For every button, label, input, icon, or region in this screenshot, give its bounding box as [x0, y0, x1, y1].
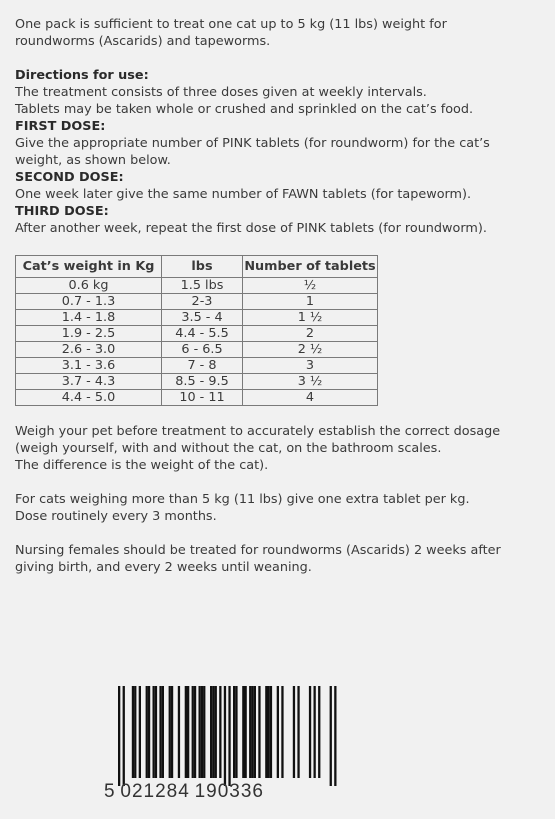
barcode-bar — [155, 686, 157, 778]
weight-kg-cell: 0.7 - 1.3 — [16, 294, 162, 310]
barcode-bar — [270, 686, 272, 778]
barcode-bar — [203, 686, 205, 778]
barcode-bar — [245, 686, 247, 778]
weight-kg-cell: 2.6 - 3.0 — [16, 342, 162, 358]
third-dose-heading: THIRD DOSE: — [15, 204, 109, 219]
barcode-bar — [192, 686, 194, 778]
barcode-bar — [235, 686, 237, 778]
barcode-bar — [314, 686, 316, 778]
barcode-bar — [293, 686, 295, 778]
barcode-bar — [162, 686, 164, 778]
weight-kg-cell: 1.4 - 1.8 — [16, 310, 162, 326]
weight-kg-cell: 3.7 - 4.3 — [16, 374, 162, 390]
tablets-cell: 3 — [243, 358, 378, 374]
barcode-bar — [249, 686, 251, 778]
nursing-line-2: giving birth, and every 2 weeks until weaning. — [15, 560, 312, 575]
directions-heading: Directions for use: — [15, 68, 149, 83]
barcode-bar — [187, 686, 189, 778]
barcode-bar — [219, 686, 221, 778]
barcode-bar — [318, 686, 320, 778]
barcode-bar — [277, 686, 279, 778]
extra-line-2: Dose routinely every 3 months. — [15, 509, 217, 524]
lbs-cell: 7 - 8 — [162, 358, 243, 374]
barcode-bar — [297, 686, 299, 778]
barcode-bar — [233, 686, 235, 778]
first-dose-heading: FIRST DOSE: — [15, 119, 106, 134]
table-row — [16, 294, 378, 310]
directions-line-1: The treatment consists of three doses given at weekly intervals. — [15, 85, 427, 100]
tablets-cell: 4 — [243, 390, 378, 406]
barcode-bar — [132, 686, 134, 778]
lbs-cell: 2-3 — [162, 294, 243, 310]
intro-line-1: One pack is sufficient to treat one cat up to 5 kg (11 lbs) weight for — [15, 17, 447, 32]
lbs-cell: 3.5 - 4 — [162, 310, 243, 326]
weigh-line-2: (weigh yourself, with and without the cat, on the bathroom scales. — [15, 441, 442, 456]
weigh-line-1: Weigh your pet before treatment to accurately establish the correct dosage — [15, 424, 501, 439]
weight-kg-cell: 0.6 kg — [16, 278, 162, 294]
barcode-bar — [169, 686, 171, 778]
weigh-line-3: The difference is the weight of the cat). — [15, 458, 269, 473]
dosage-table — [15, 255, 378, 406]
tablets-cell: 1 — [243, 294, 378, 310]
tablets-cell: 1 ½ — [243, 310, 378, 326]
table-row — [16, 374, 378, 390]
header-lbs: lbs — [162, 256, 243, 278]
barcode-bar — [159, 686, 161, 778]
barcode-bar — [153, 686, 155, 778]
barcode-bar — [148, 686, 150, 778]
barcode-bar — [210, 686, 212, 778]
barcode-bar — [265, 686, 267, 778]
barcode-bar — [309, 686, 311, 778]
table-row — [16, 342, 378, 358]
lbs-cell: 6 - 6.5 — [162, 342, 243, 358]
tablets-cell: 2 — [243, 326, 378, 342]
weight-kg-cell: 4.4 - 5.0 — [16, 390, 162, 406]
table-row — [16, 278, 378, 294]
barcode-bar — [228, 686, 230, 786]
second-dose-line: One week later give the same number of FAWN tablets (for tapeworm). — [15, 187, 472, 202]
barcode-bar — [224, 686, 226, 786]
barcode-bar — [123, 686, 125, 786]
leaflet-text — [15, 16, 540, 576]
lbs-cell: 4.4 - 5.5 — [162, 326, 243, 342]
barcode — [104, 686, 349, 806]
table-row — [16, 358, 378, 374]
barcode-bar — [171, 686, 173, 778]
barcode-bar — [254, 686, 256, 778]
barcode-bar — [251, 686, 253, 778]
extra-line-1: For cats weighing more than 5 kg (11 lbs) give one extra tablet per kg. — [15, 492, 470, 507]
table-row — [16, 326, 378, 342]
table-row — [16, 390, 378, 406]
header-number-of-tablets: Number of tablets — [243, 256, 378, 278]
barcode-digits: 5 021284 190336 — [104, 781, 264, 802]
barcode-bar — [281, 686, 283, 778]
tablets-cell: 3 ½ — [243, 374, 378, 390]
barcode-bar — [268, 686, 270, 778]
lbs-cell: 10 - 11 — [162, 390, 243, 406]
barcode-bar — [178, 686, 180, 778]
directions-line-2: Tablets may be taken whole or crushed and sprinkled on the cat’s food. — [15, 102, 474, 117]
third-dose-line: After another week, repeat the first dose of PINK tablets (for roundworm). — [15, 221, 487, 236]
second-dose-heading: SECOND DOSE: — [15, 170, 124, 185]
barcode-bars — [104, 686, 349, 786]
barcode-bar — [118, 686, 120, 786]
lbs-cell: 8.5 - 9.5 — [162, 374, 243, 390]
table-header-row — [16, 256, 378, 278]
tablets-cell: ½ — [243, 278, 378, 294]
weight-kg-cell: 1.9 - 2.5 — [16, 326, 162, 342]
barcode-bar — [258, 686, 260, 778]
barcode-bar — [201, 686, 203, 778]
first-dose-line-2: weight, as shown below. — [15, 153, 171, 168]
barcode-bar — [212, 686, 214, 778]
tablets-cell: 2 ½ — [243, 342, 378, 358]
barcode-bar — [334, 686, 336, 786]
table-row — [16, 310, 378, 326]
barcode-bar — [185, 686, 187, 778]
first-dose-line-1: Give the appropriate number of PINK tablets (for roundworm) for the cat’s — [15, 136, 490, 151]
nursing-line-1: Nursing females should be treated for roundworms (Ascarids) 2 weeks after — [15, 543, 501, 558]
barcode-bar — [199, 686, 201, 778]
barcode-bar — [215, 686, 217, 778]
lbs-cell: 1.5 lbs — [162, 278, 243, 294]
weight-kg-cell: 3.1 - 3.6 — [16, 358, 162, 374]
barcode-bar — [134, 686, 136, 778]
barcode-bar — [146, 686, 148, 778]
header-weight-kg: Cat’s weight in Kg — [16, 256, 162, 278]
barcode-bar — [330, 686, 332, 786]
barcode-bar — [194, 686, 196, 778]
intro-line-2: roundworms (Ascarids) and tapeworms. — [15, 34, 271, 49]
barcode-bar — [139, 686, 141, 778]
barcode-bar — [242, 686, 244, 778]
